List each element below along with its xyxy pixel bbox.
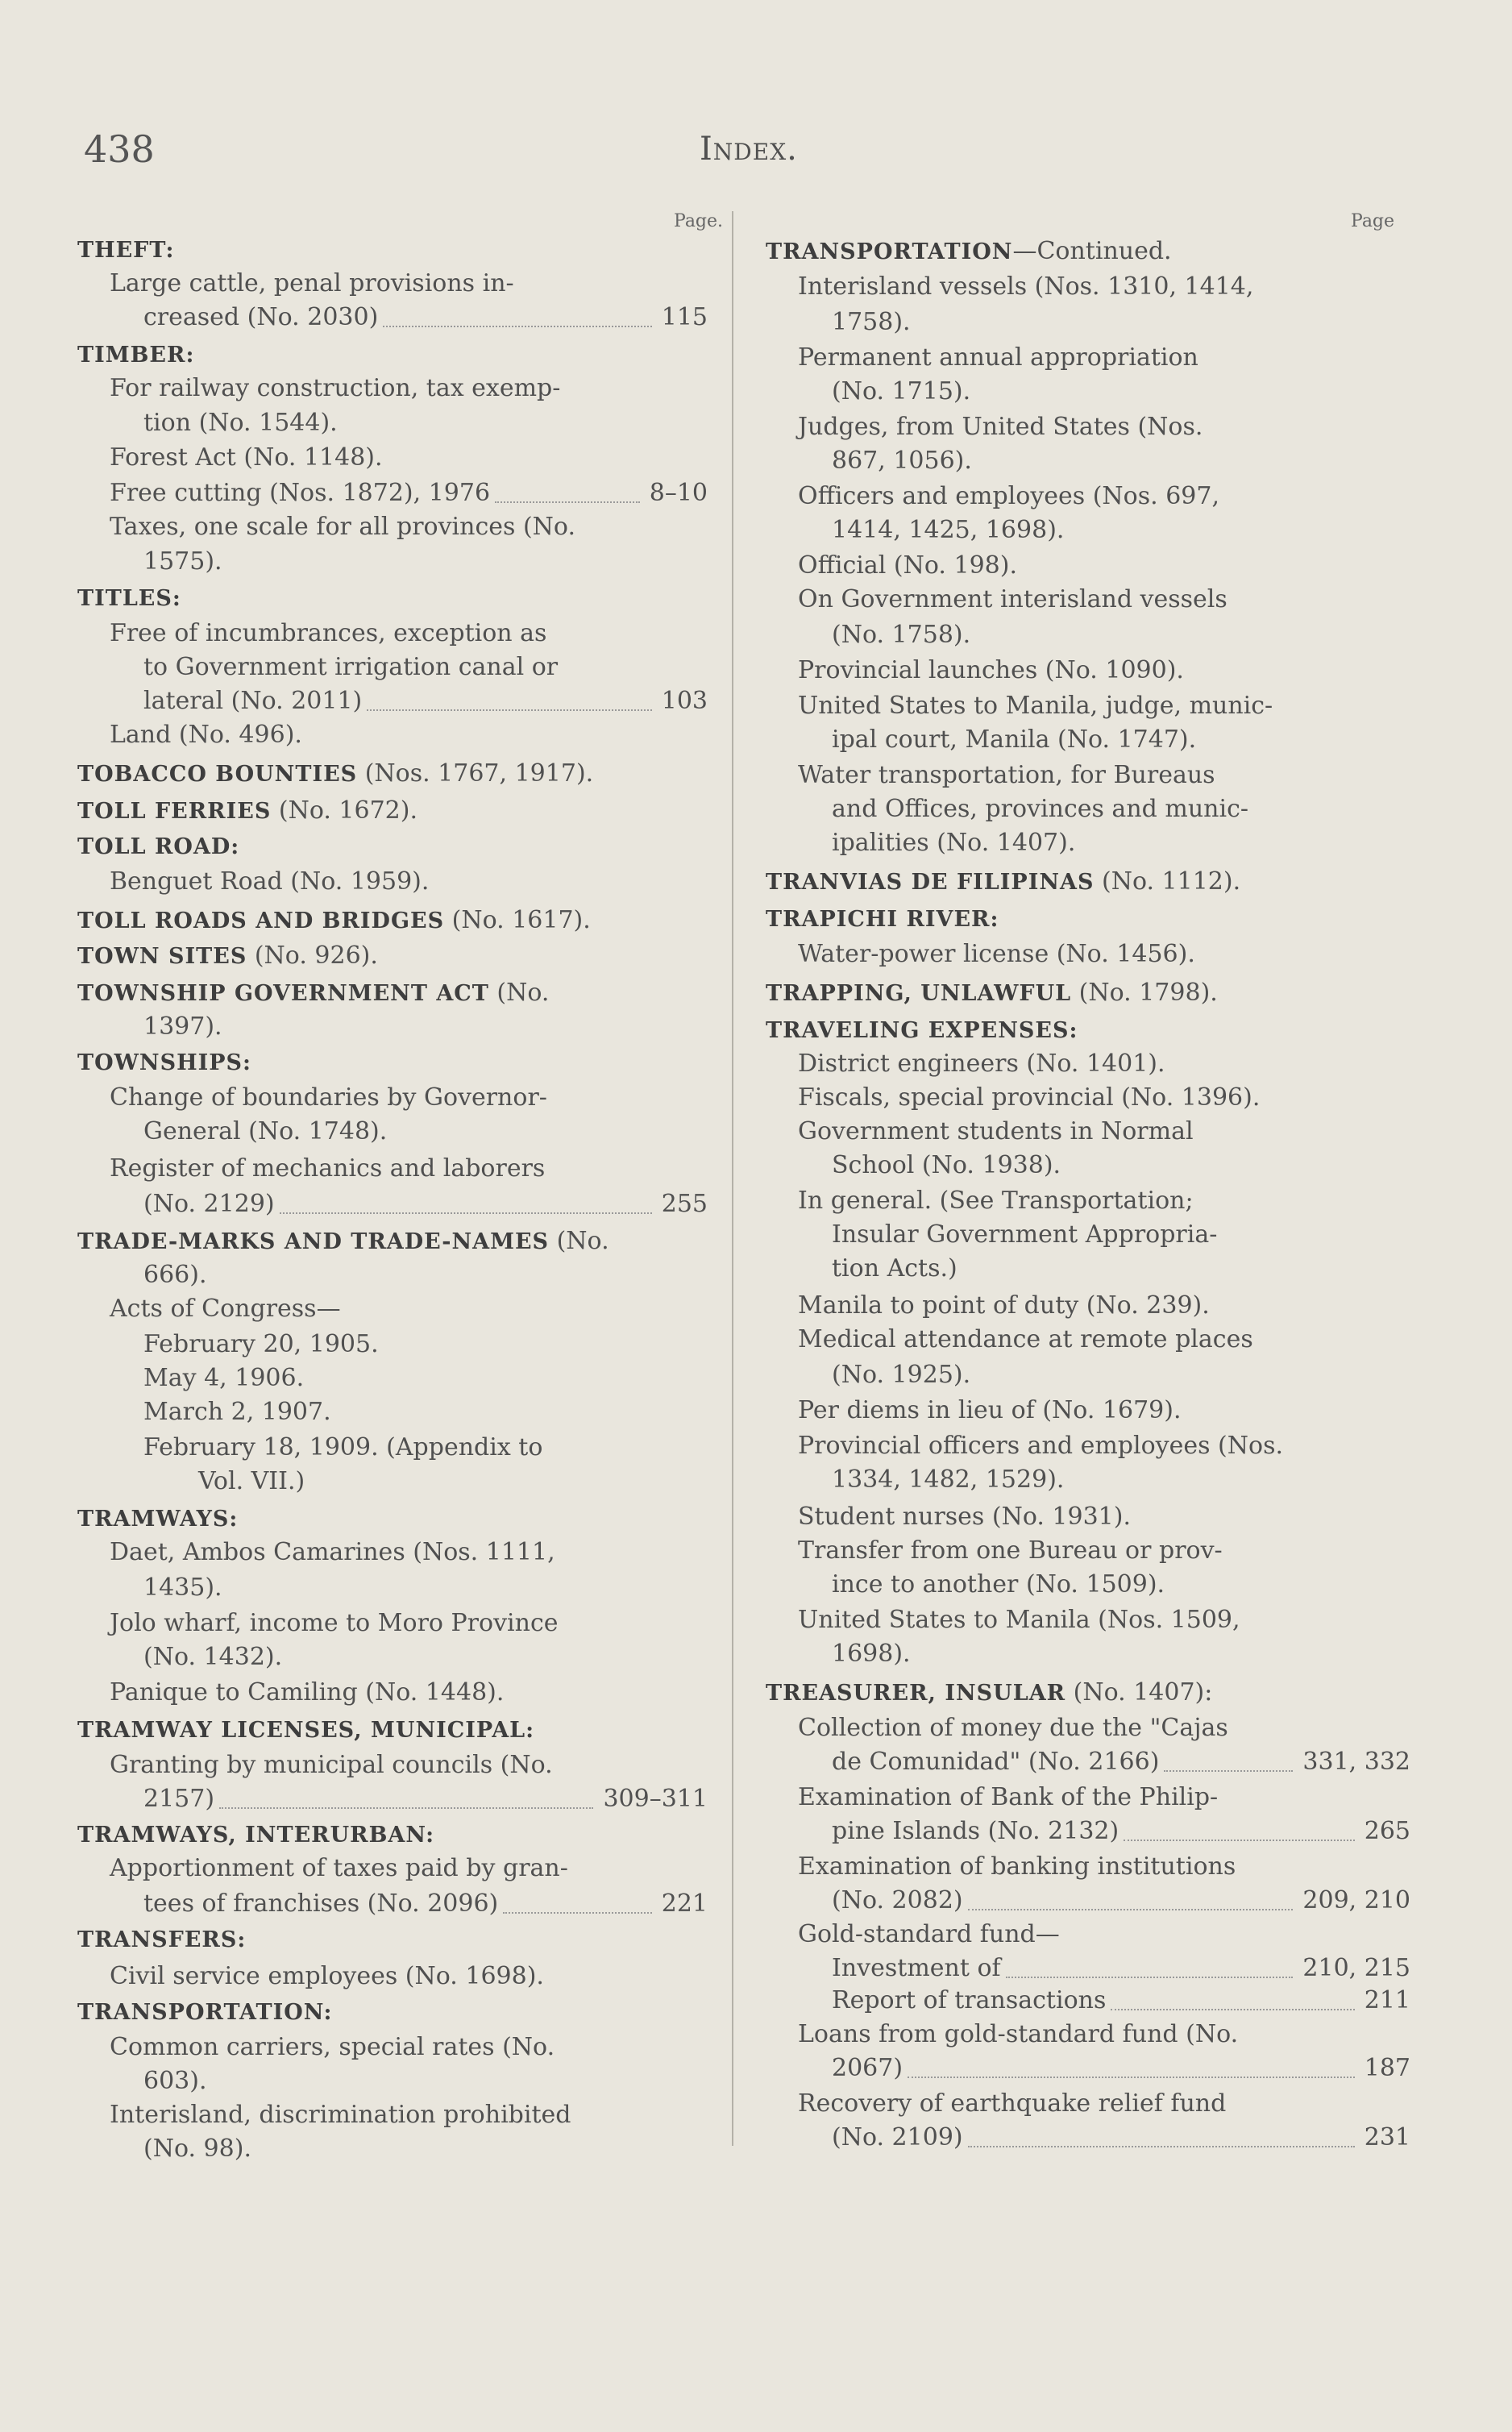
page-reference: 187 [1364, 2054, 1410, 2082]
index-entry-line [798, 2088, 1226, 2120]
entry-text: 1397). [143, 1012, 222, 1041]
entry-text: 2067) [832, 2054, 903, 2082]
entry-text: Apportionment of taxes paid by gran- [110, 1854, 568, 1882]
entry-text: Per diems in lieu of (No. 1679). [798, 1396, 1182, 1424]
entry-text: Provincial officers and employees (Nos. [798, 1432, 1284, 1460]
index-entry-line [832, 1985, 1106, 2017]
index-entry-line [832, 1219, 1217, 1251]
index-entry-line [832, 2122, 963, 2154]
index-heading [766, 977, 1218, 1010]
index-entry-line [143, 1188, 275, 1220]
dot-leader [1006, 1977, 1293, 1978]
heading-text: TITLES: [77, 586, 181, 611]
dot-leader [383, 326, 652, 327]
entry-text: Interisland vessels (Nos. 1310, 1414, [798, 272, 1254, 301]
index-entry-line [832, 724, 1196, 756]
entry-text: Taxes, one scale for all provinces (No. [110, 513, 575, 541]
index-entry-line [832, 619, 970, 651]
heading-text: TRAVELING EXPENSES: [766, 1018, 1078, 1043]
entry-text: Water transportation, for Bureaus [798, 761, 1215, 789]
heading-text: TREASURER, INSULAR [766, 1681, 1066, 1706]
index-heading [77, 339, 194, 372]
entry-text: In general. (See Transportation; [798, 1187, 1194, 1215]
entry-text: lateral (No. 2011) [143, 687, 363, 715]
entry-text: Government students in Normal [798, 1117, 1194, 1145]
index-entry-line [832, 1815, 1119, 1848]
entry-text: 1435). [143, 1574, 222, 1602]
page-reference: 8–10 [649, 479, 708, 507]
entry-text: (No. 2082) [832, 1886, 963, 1914]
entry-text: For railway construction, tax exemp- [110, 374, 561, 402]
index-entry-line [110, 1153, 545, 1185]
entry-text: Forest Act (No. 1148). [110, 443, 383, 472]
entry-reference: (No. 1798). [1071, 979, 1218, 1007]
entry-text: Student nurses (No. 1931). [798, 1503, 1132, 1531]
entry-text: Benguet Road (No. 1959). [110, 867, 430, 896]
index-entry-line [110, 1082, 547, 1114]
index-heading [77, 1923, 246, 1956]
index-entry-line [798, 1535, 1223, 1567]
entry-text: 1334, 1482, 1529). [832, 1465, 1065, 1494]
index-heading [766, 866, 1240, 899]
entry-text: ince to another (No. 1509). [832, 1570, 1165, 1598]
index-entry-line [143, 1396, 331, 1428]
index-entry-line [143, 1783, 214, 1815]
dot-leader [280, 1212, 652, 1214]
index-entry-line [143, 651, 558, 684]
entry-text: to Government irrigation canal or [143, 653, 559, 681]
page-column-label-left: Page. [674, 211, 724, 231]
index-entry-line [798, 2018, 1238, 2051]
index-entry-line [143, 2065, 207, 2097]
entry-text: Investment of [832, 1954, 1001, 1982]
index-entry-line [832, 1569, 1165, 1601]
entry-text: 1758). [832, 308, 911, 336]
dot-leader [1111, 2009, 1355, 2010]
index-entry-line [110, 442, 383, 474]
heading-text: TRANSFERS: [77, 1927, 247, 1952]
index-entry-line [798, 1919, 1060, 1951]
index-entry-line [798, 1290, 1210, 1322]
heading-text: TRAMWAYS: [77, 1507, 239, 1532]
index-entry-line [143, 1259, 207, 1291]
index-entry-line [110, 1749, 553, 1781]
page-reference: 209, 210 [1302, 1886, 1410, 1914]
index-entry-line [110, 1293, 341, 1325]
entry-text: (No. 2129) [143, 1190, 275, 1218]
entry-text: Insular Government Appropria- [832, 1220, 1218, 1249]
entry-text: District engineers (No. 1401). [798, 1050, 1165, 1078]
index-entry-line [143, 546, 222, 578]
dot-leader [908, 2077, 1355, 2078]
index-heading [77, 1819, 434, 1852]
entry-text: 1698). [832, 1640, 911, 1668]
index-entry-line [798, 1604, 1240, 1636]
index-entry-line [110, 1607, 559, 1640]
entry-text: Water-power license (No. 1456). [798, 940, 1195, 968]
index-entry-line [110, 2031, 555, 2064]
page-reference: 231 [1364, 2123, 1410, 2151]
entry-text: (No. 98). [143, 2135, 251, 2163]
entry-text: Common carriers, special rates (No. [110, 2033, 555, 2061]
index-entry-line [110, 617, 546, 650]
entry-text: Gold-standard fund— [798, 1920, 1060, 1948]
entry-text: Jolo wharf, income to Moro Province [110, 1609, 559, 1637]
index-entry-line [143, 1011, 222, 1043]
entry-text: United States to Manila, judge, munic- [798, 692, 1273, 720]
heading-text: TRANSPORTATION: [77, 2000, 333, 2025]
index-entry-line [798, 480, 1219, 513]
index-entry-line [798, 1185, 1194, 1217]
entry-text: Register of mechanics and laborers [110, 1154, 546, 1183]
page-reference: 211 [1364, 1986, 1410, 2014]
entry-text: Examination of Bank of the Philip- [798, 1783, 1219, 1811]
entry-text: Permanent annual appropriation [798, 343, 1198, 372]
entry-reference: (No. 1617). [444, 906, 591, 934]
page-reference: 331, 332 [1302, 1748, 1410, 1776]
dot-leader [968, 2146, 1355, 2147]
index-entry-line [143, 1362, 304, 1395]
heading-text: TRAMWAYS, INTERURBAN: [77, 1823, 435, 1848]
index-entry-line [143, 407, 338, 439]
index-entry-line [832, 1149, 1061, 1182]
index-entry-line [798, 759, 1215, 792]
entry-text: Examination of banking institutions [798, 1852, 1236, 1881]
index-entry-line [798, 1324, 1253, 1356]
index-entry-line [832, 1464, 1064, 1496]
entry-text: Medical attendance at remote places [798, 1325, 1253, 1353]
entry-text: (No. 1925). [832, 1361, 971, 1389]
index-entry-line [143, 2133, 251, 2165]
index-entry-line [832, 514, 1064, 547]
entry-text: Report of transactions [832, 1986, 1107, 2014]
index-entry-line [798, 938, 1195, 971]
index-heading [77, 1046, 251, 1079]
page-reference: 221 [661, 1889, 708, 1918]
index-entry-line [832, 1952, 1001, 1985]
heading-text: TRANVIAS DE FILIPINAS [766, 870, 1095, 895]
entry-reference: (No. [549, 1227, 609, 1255]
index-entry-line [110, 1677, 504, 1709]
index-heading [766, 1014, 1078, 1047]
entry-text: On Government interisland vessels [798, 585, 1227, 613]
entry-text: Provincial launches (No. 1090). [798, 656, 1184, 684]
index-entry-line [798, 411, 1203, 443]
dot-leader [367, 709, 652, 711]
index-entry-line [110, 268, 514, 300]
index-entry-line [832, 827, 1075, 859]
entry-text: 1414, 1425, 1698). [832, 516, 1065, 544]
index-entry-line [832, 376, 970, 408]
index-entry-line [798, 1048, 1165, 1080]
heading-text: TRAMWAY LICENSES, MUNICIPAL: [77, 1718, 535, 1743]
entry-text: ipal court, Manila (No. 1747). [832, 725, 1197, 754]
entry-reference: (No. 1407): [1065, 1678, 1213, 1707]
entry-text: Acts of Congress— [110, 1295, 341, 1323]
entry-text: Free of incumbrances, exception as [110, 619, 547, 647]
heading-text: TOLL ROAD: [77, 834, 240, 859]
index-entry-line [143, 1641, 282, 1673]
heading-text: TRADE-MARKS AND TRADE-NAMES [77, 1229, 550, 1254]
entry-text: Interisland, discrimination prohibited [110, 2101, 571, 2129]
entry-text: Panique to Camiling (No. 1448). [110, 1678, 505, 1707]
index-entry-line [832, 1746, 1159, 1778]
entry-text: pine Islands (No. 2132) [832, 1817, 1119, 1845]
index-heading [77, 758, 593, 791]
heading-text: THEFT: [77, 238, 175, 263]
entry-text: Free cutting (Nos. 1872), 1976 [110, 479, 491, 507]
entry-text: 666). [143, 1261, 207, 1289]
entry-text: Judges, from United States (Nos. [798, 413, 1203, 441]
index-entry-line [110, 511, 575, 543]
entry-text: (No. 1432). [143, 1643, 283, 1671]
entry-text: ipalities (No. 1407). [832, 829, 1076, 857]
index-heading [77, 904, 591, 937]
heading-text: TOLL ROADS AND BRIDGES [77, 908, 445, 933]
page-reference: 265 [1364, 1817, 1410, 1845]
index-entry-line [110, 477, 490, 509]
index-heading [766, 235, 1172, 268]
heading-text: TRAPPING, UNLAWFUL [766, 981, 1072, 1006]
column-divider [732, 211, 733, 2146]
index-entry-line [143, 1116, 387, 1148]
entry-reference: (No. 926). [247, 942, 378, 970]
index-heading [77, 795, 417, 828]
index-entry-line [798, 271, 1253, 303]
index-entry-line [798, 1851, 1236, 1883]
page-column-label-right: Page [1351, 211, 1395, 231]
index-entry-line [832, 1885, 963, 1917]
index-heading [77, 977, 549, 1010]
index-entry-line [143, 1572, 222, 1604]
heading-text: TOLL FERRIES [77, 799, 272, 824]
index-entry-line [832, 2052, 903, 2085]
entry-reference: (No. 1112). [1094, 867, 1241, 896]
entry-text: February 20, 1905. [143, 1330, 379, 1358]
index-entry-line [832, 445, 972, 477]
index-entry-line [110, 719, 302, 751]
entry-text: 2157) [143, 1785, 215, 1813]
entry-text: tees of franchises (No. 2096) [143, 1889, 499, 1918]
index-entry-line [198, 1465, 305, 1498]
index-entry-line [798, 1116, 1194, 1148]
index-entry-line [798, 1082, 1260, 1114]
index-heading [766, 903, 999, 936]
index-entry-line [798, 342, 1198, 374]
dot-leader [503, 1912, 652, 1914]
entry-text: United States to Manila (Nos. 1509, [798, 1606, 1240, 1634]
heading-text: TOWN SITES [77, 944, 247, 969]
page-reference: 255 [661, 1190, 708, 1218]
index-entry-line [110, 2099, 571, 2131]
entry-text: Vol. VII.) [198, 1467, 305, 1495]
heading-text: TIMBER: [77, 343, 195, 368]
entry-text: (No. 1715). [832, 377, 971, 405]
index-entry-line [110, 1536, 555, 1569]
index-entry-line [832, 306, 911, 339]
entry-text: Granting by municipal councils (No. [110, 1751, 553, 1779]
heading-text: TOWNSHIP GOVERNMENT ACT [77, 981, 489, 1006]
entry-text: General (No. 1748). [143, 1117, 388, 1145]
entry-text: Officers and employees (Nos. 697, [798, 482, 1220, 510]
running-title: Index. [700, 131, 798, 168]
index-entry-line [832, 1253, 957, 1285]
page-number: 438 [84, 127, 155, 171]
entry-text: Collection of money due the "Cajas [798, 1714, 1228, 1742]
index-entry-line [110, 1960, 544, 1993]
index-entry-line [798, 1395, 1182, 1427]
entry-text: creased (No. 2030) [143, 303, 379, 331]
index-heading [77, 1714, 534, 1747]
index-entry-line [832, 1359, 970, 1391]
dot-leader [968, 1909, 1293, 1910]
entry-text: and Offices, provinces and munic- [832, 795, 1249, 823]
index-entry-line [832, 793, 1248, 825]
heading-text: TRANSPORTATION [766, 239, 1013, 264]
entry-text: May 4, 1906. [143, 1364, 305, 1392]
index-heading [766, 1677, 1212, 1710]
entry-text: tion (No. 1544). [143, 409, 338, 437]
index-heading [77, 830, 239, 863]
index-entry-line [798, 550, 1017, 582]
heading-text: TRAPICHI RIVER: [766, 907, 999, 932]
entry-text: Loans from gold-standard fund (No. [798, 2020, 1239, 2048]
index-entry-line [798, 690, 1273, 722]
index-entry-line [798, 1430, 1283, 1462]
index-heading [77, 234, 174, 267]
dot-leader [1124, 1840, 1355, 1841]
entry-text: Civil service employees (No. 1698). [110, 1962, 544, 1990]
entry-text: de Comunidad" (No. 2166) [832, 1748, 1160, 1776]
index-entry-line [143, 1432, 542, 1464]
index-entry-line [143, 1888, 498, 1920]
entry-text: Daet, Ambos Camarines (Nos. 1111, [110, 1538, 555, 1566]
index-heading [77, 1225, 609, 1258]
index-heading [77, 1996, 332, 2029]
index-entry-line [143, 1328, 379, 1361]
entry-text: Official (No. 198). [798, 551, 1017, 580]
entry-text: March 2, 1907. [143, 1398, 331, 1426]
entry-text: February 18, 1909. (Appendix to [143, 1433, 543, 1461]
entry-text: (No. 1758). [832, 621, 971, 649]
index-entry-line [798, 584, 1227, 616]
entry-text: (No. 2109) [832, 2123, 963, 2151]
entry-text: 1575). [143, 547, 222, 576]
dot-leader [1164, 1770, 1293, 1772]
page-reference: 115 [661, 303, 708, 331]
dot-leader [495, 501, 640, 503]
index-entry-line [798, 1501, 1131, 1533]
index-entry-line [798, 1712, 1228, 1744]
entry-text: Land (No. 496). [110, 721, 302, 749]
entry-reference: (No. 1672). [271, 796, 418, 825]
index-heading [77, 940, 378, 973]
entry-text: Fiscals, special provincial (No. 1396). [798, 1083, 1261, 1112]
entry-text: Transfer from one Bureau or prov- [798, 1536, 1223, 1565]
heading-text: TOWNSHIPS: [77, 1050, 252, 1075]
entry-text: Manila to point of duty (No. 239). [798, 1291, 1210, 1320]
entry-reference: —Continued. [1012, 237, 1172, 265]
entry-reference: (Nos. 1767, 1917). [357, 759, 594, 788]
index-entry-line [110, 866, 429, 898]
index-entry-line [832, 1638, 911, 1670]
page-reference: 210, 215 [1302, 1954, 1410, 1982]
page-reference: 309–311 [603, 1785, 708, 1813]
index-entry-line [143, 301, 378, 334]
entry-text: Recovery of earthquake relief fund [798, 2089, 1227, 2118]
index-entry-line [110, 1852, 568, 1885]
entry-text: School (No. 1938). [832, 1151, 1061, 1179]
index-entry-line [798, 1781, 1218, 1814]
entry-text: tion Acts.) [832, 1254, 957, 1283]
index-entry-line [798, 655, 1184, 687]
entry-text: Change of boundaries by Governor- [110, 1083, 547, 1112]
entry-text: 867, 1056). [832, 447, 972, 475]
dot-leader [219, 1807, 593, 1809]
entry-text: Large cattle, penal provisions in- [110, 269, 514, 297]
index-heading [77, 582, 181, 615]
page-reference: 103 [661, 687, 708, 715]
index-heading [77, 1503, 238, 1536]
index-entry-line [110, 372, 560, 405]
index-entry-line [143, 685, 362, 717]
entry-reference: (No. [488, 979, 550, 1007]
heading-text: TOBACCO BOUNTIES [77, 762, 358, 787]
entry-text: 603). [143, 2067, 207, 2095]
